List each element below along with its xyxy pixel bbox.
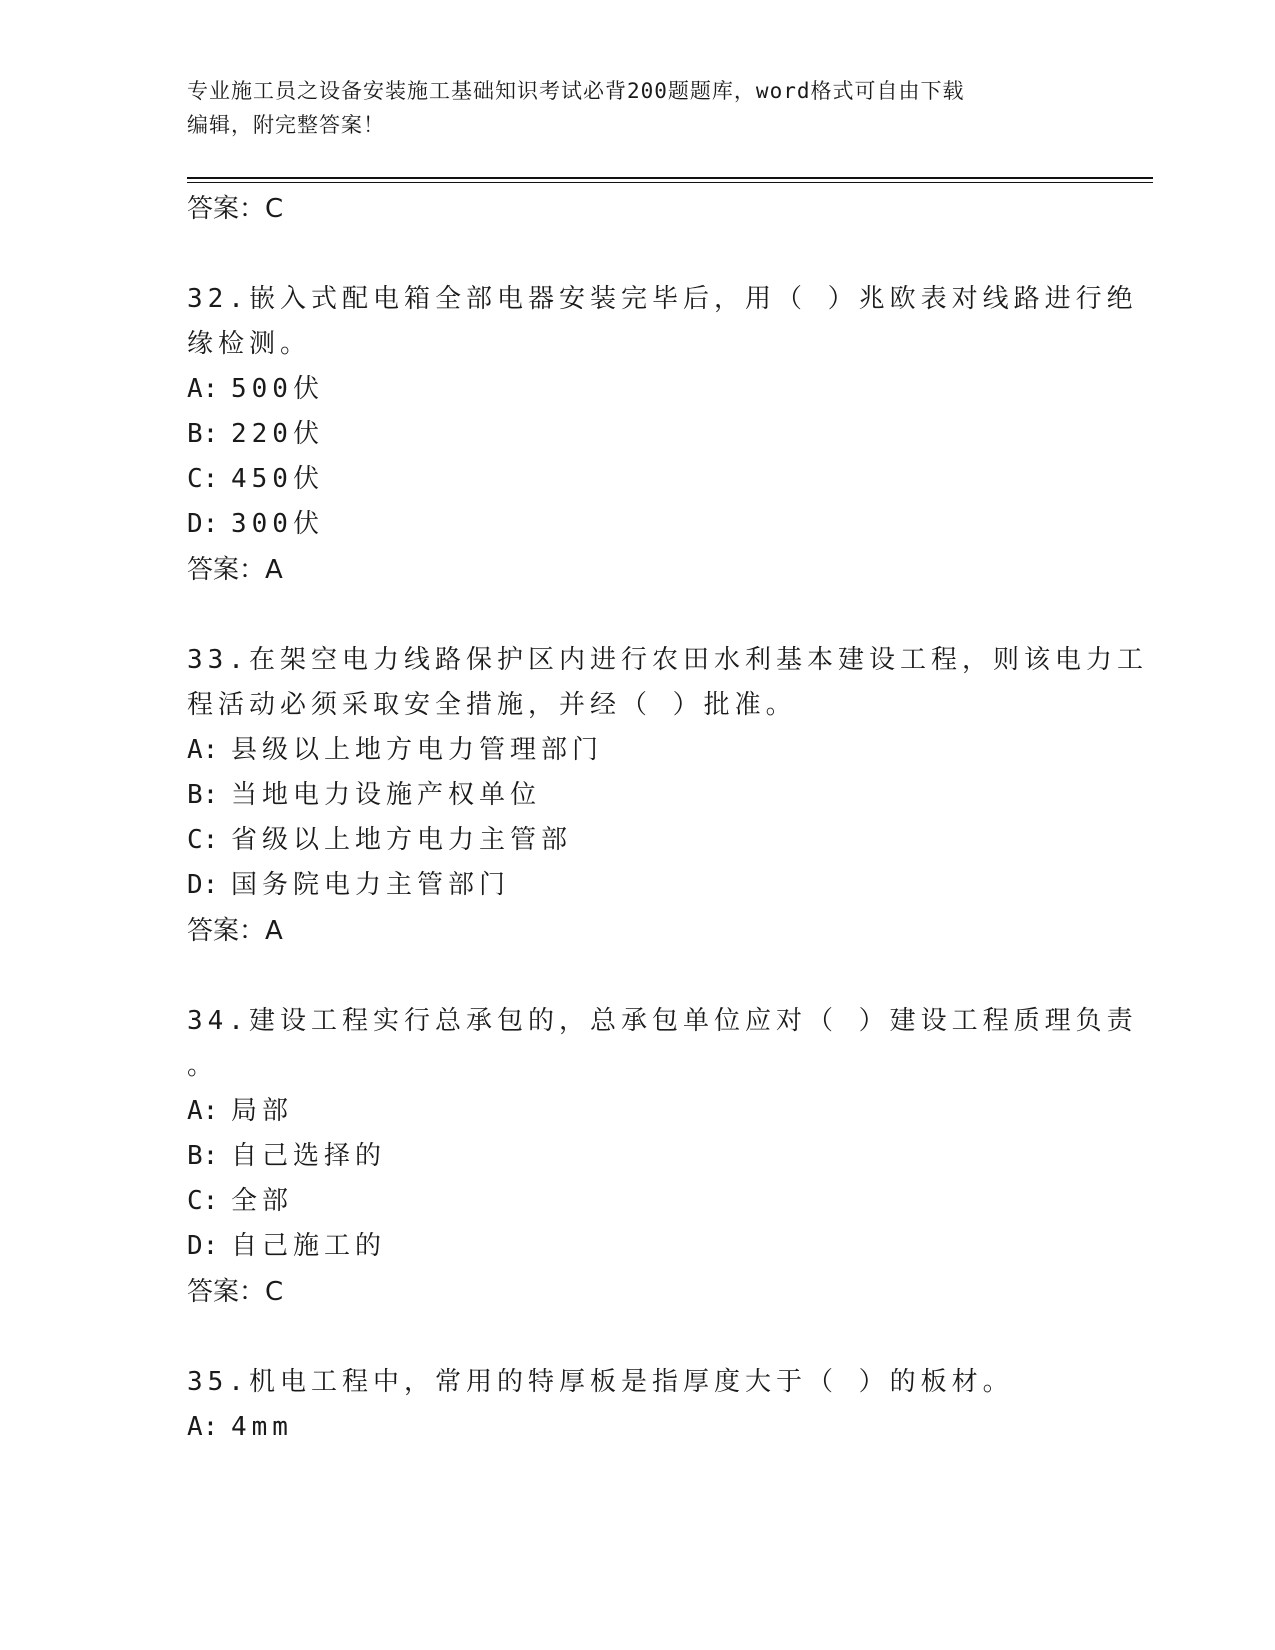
question-32-line-2: 缘检测。 [187, 329, 312, 359]
question-34-answer: 答案：C [187, 1277, 284, 1307]
option-text: 450伏 [231, 464, 324, 494]
header-rule-thin [187, 182, 1153, 183]
spacer [187, 954, 1087, 999]
option-key: A: [187, 1096, 219, 1126]
option-text: 县级以上地方电力管理部门 [231, 735, 604, 765]
question-34-option-d [187, 1224, 1087, 1269]
question-33-option-b [187, 773, 1087, 818]
option-key: D: [187, 509, 219, 539]
option-text: 局部 [231, 1096, 294, 1126]
option-text: 省级以上地方电力主管部 [231, 825, 573, 855]
option-text: 自己施工的 [231, 1231, 387, 1261]
option-text: 当地电力设施产权单位 [231, 780, 542, 810]
option-text: 国务院电力主管部门 [231, 870, 511, 900]
question-33 [187, 638, 1148, 954]
question-34 [187, 999, 1138, 1315]
header-line-2: 编辑，附完整答案！ [187, 113, 385, 137]
question-33-line-2: 程活动必须采取安全措施，并经（ ）批准。 [187, 690, 797, 720]
question-33-option-a [187, 728, 1087, 773]
option-text: 500伏 [231, 374, 324, 404]
header-line-1: 专业施工员之设备安装施工基础知识考试必背200题题库，word格式可自由下载 [187, 79, 965, 103]
question-34-line-2: 。 [187, 1051, 219, 1081]
question-32-line-1: 32.嵌入式配电箱全部电器安装完毕后，用（ ）兆欧表对线路进行绝 [187, 284, 1138, 314]
option-key: C: [187, 1186, 219, 1216]
question-35 [187, 1360, 1087, 1450]
option-text: 4mm [231, 1412, 293, 1442]
question-list [187, 186, 1148, 1450]
option-text: 220伏 [231, 419, 324, 449]
question-34-option-a [187, 1089, 1087, 1134]
option-key: D: [187, 1231, 219, 1261]
option-key: D: [187, 870, 219, 900]
option-key: B: [187, 1141, 219, 1171]
option-key: A: [187, 374, 219, 404]
question-34-option-b [187, 1134, 1087, 1179]
option-text: 自己选择的 [231, 1141, 387, 1171]
question-33-option-d [187, 863, 1087, 908]
option-key: C: [187, 464, 219, 494]
question-35-option-a [187, 1405, 1087, 1450]
option-key: B: [187, 780, 219, 810]
question-32-option-a [187, 367, 1087, 412]
option-text: 300伏 [231, 509, 324, 539]
question-33-line-1: 33.在架空电力线路保护区内进行农田水利基本建设工程，则该电力工 [187, 645, 1148, 675]
option-text: 全部 [231, 1186, 294, 1216]
question-32-option-c [187, 457, 1087, 502]
question-33-answer: 答案：A [187, 916, 283, 946]
option-key: A: [187, 735, 219, 765]
question-32-option-d [187, 502, 1087, 547]
question-33-option-c [187, 818, 1087, 863]
spacer [187, 593, 1087, 638]
question-32-answer: 答案：A [187, 555, 283, 585]
question-32 [187, 277, 1138, 593]
previous-answer: 答案：C [187, 194, 284, 224]
question-32-option-b [187, 412, 1087, 457]
spacer [187, 232, 1087, 277]
option-key: B: [187, 419, 219, 449]
spacer [187, 1315, 1087, 1360]
question-35-line-1: 35.机电工程中，常用的特厚板是指厚度大于（ ）的板材。 [187, 1367, 1014, 1397]
option-key: A: [187, 1412, 219, 1442]
header-rule-thick [187, 177, 1153, 179]
option-key: C: [187, 825, 219, 855]
question-34-line-1: 34.建设工程实行总承包的，总承包单位应对（ ）建设工程质理负责 [187, 1006, 1138, 1036]
page-header [187, 74, 1087, 142]
question-34-option-c [187, 1179, 1087, 1224]
